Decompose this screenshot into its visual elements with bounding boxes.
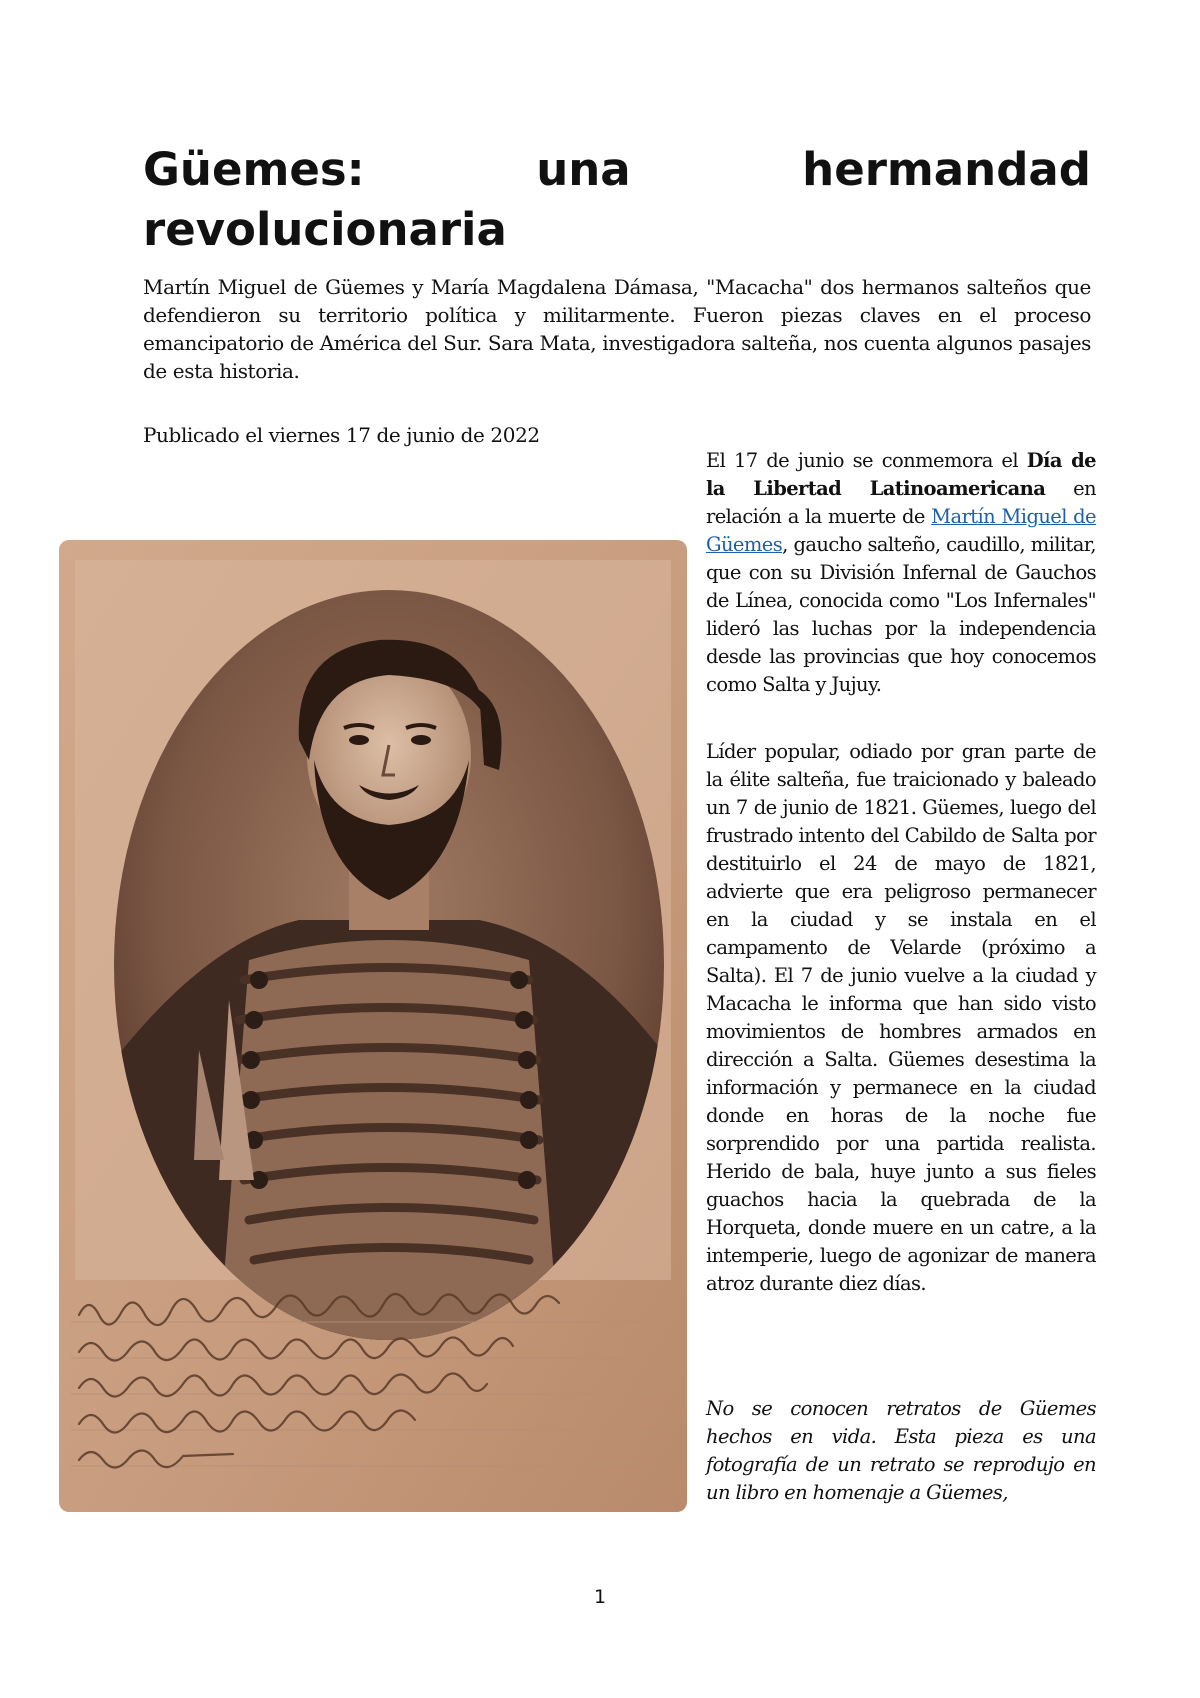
paragraph-biography: Líder popular, odiado por gran parte de la élite salteña, fue traicionado y baleado un 7 de junio de 1821. Güemes, luego del frustrado intento del Cabildo de Salta por destituirlo el 24 de mayo de 1821, advierte que era peligroso permanecer en la ciudad y se instala en el campamento de Velarde (próximo a Salta). El 7 de junio vuelve a la ciudad y Macacha le informa que han sido visto movimientos de hombres armados en dirección a Salta. Güemes desestima la información y permanece en la ciudad donde en horas de la noche fue sorprendido por una partida realista. Herido de bala, huye junto a sus fieles guachos hacia la quebrada de la Horqueta, donde muere en un catre, a la intemperie, luego de agonizar de manera atroz durante diez días. [706,740,1096,1295]
paragraph-commemoration [706,447,1096,699]
guemes-portrait-photo [59,540,687,1512]
publication-date: Publicado el viernes 17 de junio de 2022 [143,423,540,447]
p1-bold-text: Día de la Libertad Latinoamericana [706,449,1096,500]
photo-caption: No se conocen retratos de Güemes hechos en vida. Esta pieza es una fotografía de un retrato se reprodujo en un libro en homenaje a Güemes, [706,1397,1096,1504]
p1-text-b: en relación a la muerte de [706,477,1096,528]
portrait-illustration [59,540,687,1512]
p1-text-c: , gaucho salteño, caudillo, militar, que con su División Infernal de Gauchos de Línea, conocida como "Los Infernales" lideró las luchas por la independencia desde las provincias que hoy conocemos como Salta y Jujuy. [706,533,1096,696]
guemes-link[interactable]: Martín Miguel de Güemes [706,505,1096,556]
page-number: 1 [593,1586,607,1608]
p1-text-a: El 17 de junio se conmemora el [706,449,1027,472]
article-intro: Martín Miguel de Güemes y María Magdalena Dámasa, "Macacha" dos hermanos salteños que defendieron su territorio política y militarmente. Fueron piezas claves en el proceso emancipatorio de América del Sur. Sara Mata, investigadora salteña, nos cuenta algunos pasajes de esta historia. [143,275,1091,383]
article-title: Güemes: una hermandad revolucionaria [143,143,1091,256]
